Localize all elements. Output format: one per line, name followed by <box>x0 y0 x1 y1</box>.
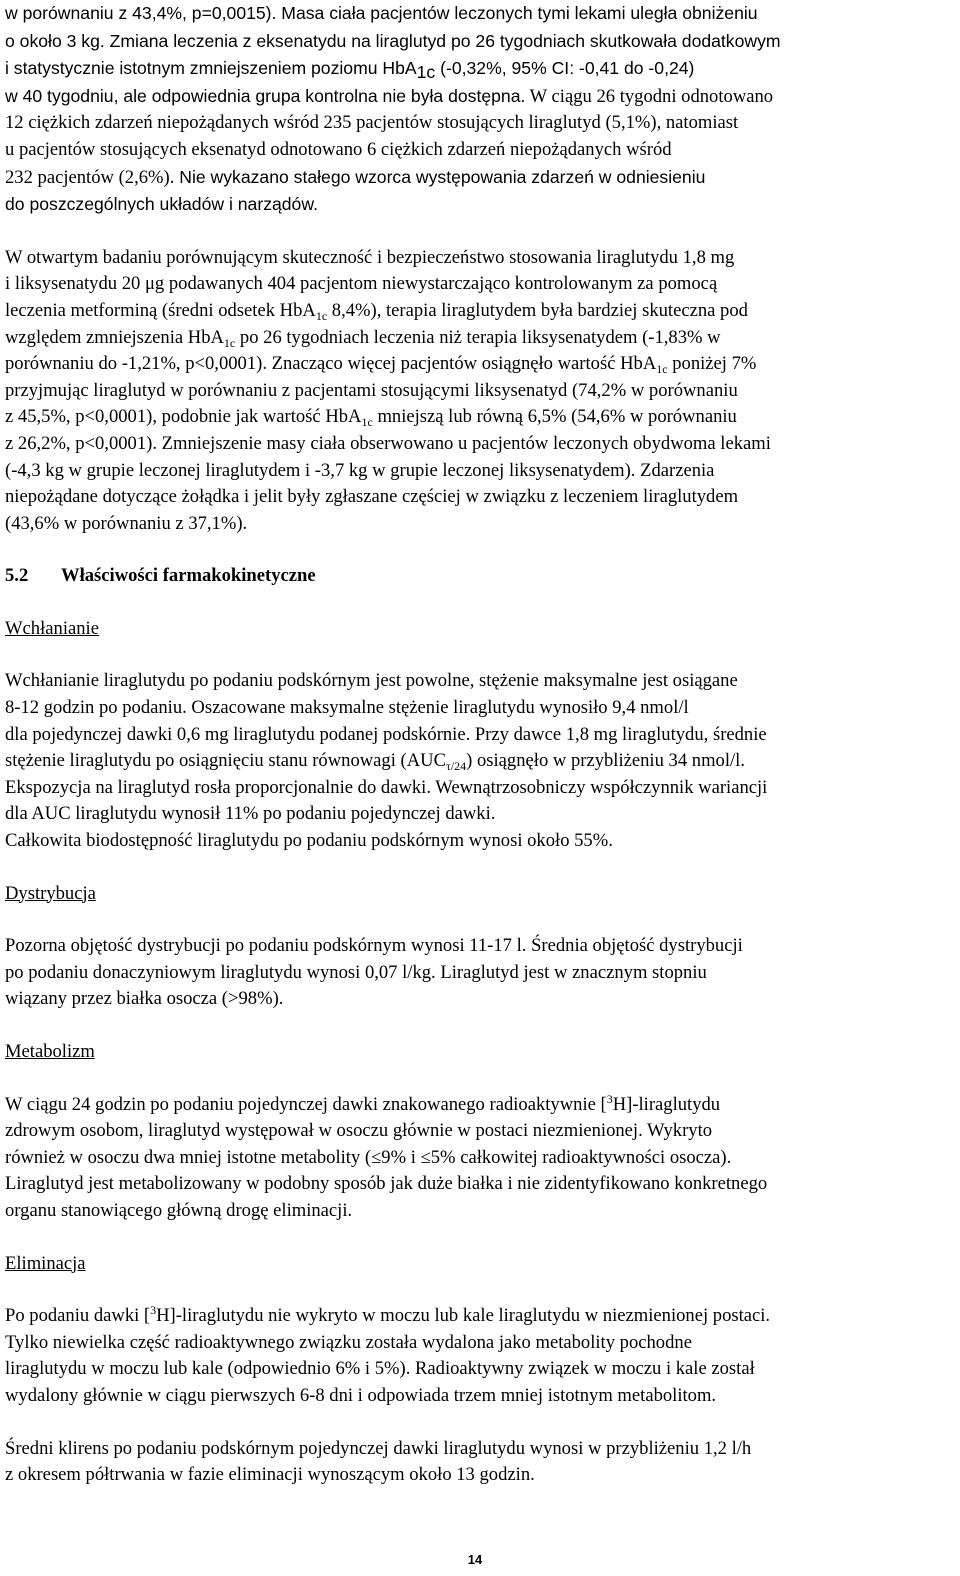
text-line: H]-liraglutydu nie wykryto w moczu lub kale liraglutydu w niezmienionej postaci. <box>156 1305 771 1327</box>
subheading-text: Wchłanianie <box>5 617 99 639</box>
text-line: dla pojedynczej dawki 0,6 mg liraglutydu podanej podskórnie. Przy dawce 1,8 mg liraglutydu, średnie <box>5 723 767 745</box>
text-line: z 45,5%, p<0,0001), podobnie jak wartość HbA <box>5 406 362 428</box>
text-line: Średni klirens po podaniu podskórnym pojedynczej dawki liraglutydu wynosi w przybliżeniu 1,2 l/h <box>5 1437 752 1459</box>
paragraph-elimination <box>5 1303 955 1409</box>
subscript: 1c <box>416 62 436 83</box>
subscript: 1c <box>656 362 668 377</box>
text-line: liraglutydu w moczu lub kale (odpowiednio 6% i 5%). Radioaktywny związek w moczu i kale został <box>5 1358 755 1380</box>
paragraph-clearance <box>5 1436 955 1489</box>
document-page <box>5 0 955 1489</box>
text-line: 8,4%), terapia liraglutydem była bardziej skuteczna pod <box>327 299 748 321</box>
text-line: organu stanowiącego główną drogę eliminacji. <box>5 1199 353 1221</box>
text-line: (-0,32%, 95% CI: -0,41 do -0,24) <box>435 58 695 79</box>
text-line: niepożądane dotyczące żołądka i jelit były zgłaszane częściej w związku z leczeniem liraglutydem <box>5 486 739 508</box>
subheading-text: Metabolizm <box>5 1041 95 1062</box>
subheading-elimination <box>5 1251 955 1278</box>
subheading-distribution <box>5 881 955 908</box>
text-line: (43,6% w porównaniu z 37,1%). <box>5 512 248 534</box>
section-heading <box>5 563 955 590</box>
section-title: Właściwości farmakokinetyczne <box>61 565 316 587</box>
text-line: Całkowita biodostępność liraglutydu po podaniu podskórnym wynosi około 55%. <box>5 830 613 852</box>
text-line: stężenie liraglutydu po osiągnięciu stanu równowagi (AUC <box>5 750 446 772</box>
text-line: z 26,2%, p<0,0001). Zmniejszenie masy ciała obserwowano u pacjentów leczonych obydwoma lekami <box>5 432 771 454</box>
text-line: 12 ciężkich zdarzeń niepożądanych wśród 235 pacjentów stosujących liraglutyd (5,1%), natomiast <box>5 112 739 134</box>
subheading-metabolism <box>5 1039 955 1066</box>
text-line: ) osiągnęło w przybliżeniu 34 nmol/l. <box>466 750 745 772</box>
paragraph-absorption <box>5 668 955 854</box>
text-line: u pacjentów stosujących eksenatyd odnotowano 6 ciężkich zdarzeń niepożądanych wśród <box>5 138 672 160</box>
text-line: W ciągu 24 godzin po podaniu pojedynczej dawki znakowanego radioaktywnie [ <box>5 1093 607 1115</box>
text-line: Wchłanianie liraglutydu po podaniu podskórnym jest powolne, stężenie maksymalne jest osiągane <box>5 670 738 692</box>
subscript: 1c <box>361 415 373 430</box>
paragraph-lixisenatide-study <box>5 245 955 538</box>
text-line: 232 pacjentów (2,6%). <box>5 166 175 188</box>
superscript: 3 <box>606 1091 613 1106</box>
text-line: Liraglutyd jest metabolizowany w podobny sposób jak duże białka i nie zidentyfikowano konkretnego <box>5 1173 768 1195</box>
paragraph-distribution <box>5 933 955 1013</box>
text-line: i statystycznie istotnym zmniejszeniem poziomu HbA <box>5 58 417 79</box>
subscript: 1c <box>315 308 328 323</box>
text-line: po 26 tygodniach leczenia niż terapia liksysenatydem (-1,83% w <box>235 326 721 348</box>
text-line: po podaniu donaczyniowym liraglutydu wynosi 0,07 l/kg. Liraglutyd jest w znacznym stopniu <box>5 961 707 983</box>
text-line: Ekspozycja na liraglutyd rosła proporcjonalnie do dawki. Wewnątrzosobniczy współczynnik wariancji <box>5 776 768 798</box>
text-line: w 40 tygodniu, ale odpowiednia grupa kontrolna nie była dostępna. <box>5 85 526 106</box>
text-line: dla AUC liraglutydu wynosił 11% po podaniu pojedynczej dawki. <box>5 803 496 825</box>
superscript: 3 <box>150 1303 157 1318</box>
text-line: Pozorna objętość dystrybucji po podaniu podskórnym wynosi 11-17 l. Średnia objętość dystrybucji <box>5 935 743 957</box>
subheading-absorption <box>5 616 955 643</box>
section-number: 5.2 <box>5 565 29 587</box>
subscript: 1c <box>223 335 236 350</box>
text-line: wydalony głównie w ciągu pierwszych 6-8 dni i odpowiada trzem mniej istotnym metabolitom. <box>5 1384 717 1406</box>
text-line: leczenia metforminą (średni odsetek HbA <box>5 299 316 321</box>
text-line: Po podaniu dawki [ <box>5 1305 151 1327</box>
text-line: Nie wykazano stałego wzorca występowania zdarzeń w odniesieniu <box>174 166 706 187</box>
subscript: τ/24 <box>445 759 467 774</box>
text-line: poniżej 7% <box>667 353 757 375</box>
text-line: zdrowym osobom, liraglutyd występował w osoczu głównie w postaci niezmienionej. Wykryto <box>5 1120 713 1142</box>
text-line: W otwartym badaniu porównującym skuteczność i bezpieczeństwo stosowania liraglutydu 1,8 mg <box>5 246 735 268</box>
paragraph-metabolism <box>5 1092 955 1225</box>
text-line: wiązany przez białka osocza (>98%). <box>5 988 284 1010</box>
text-line: W ciągu 26 tygodni odnotowano <box>525 85 774 107</box>
text-line: porównaniu do -1,21%, p<0,0001). Znacząco więcej pacjentów osiągnęło wartość HbA <box>5 353 657 375</box>
text-line: z okresem półtrwania w fazie eliminacji wynoszącym około 13 godzin. <box>5 1464 535 1486</box>
subheading-text: Dystrybucja <box>5 882 96 904</box>
text-line: i liksysenatydu 20 μg podawanych 404 pacjentom niewystarczająco kontrolowanym za pomocą <box>5 273 718 295</box>
text-line: przyjmując liraglutyd w porównaniu z pacjentami stosującymi liksysenatyd (74,2% w porównaniu <box>5 379 738 401</box>
text-line: również w osoczu dwa mniej istotne metabolity (≤9% i ≤5% całkowitej radioaktywności osocza). <box>5 1146 732 1168</box>
text-line: względem zmniejszenia HbA <box>5 326 224 348</box>
text-line: o około 3 kg. Zmiana leczenia z eksenatydu na liraglutyd po 26 tygodniach skutkowała dodatkowym <box>5 30 781 51</box>
page-number: 14 <box>467 1552 483 1567</box>
text-line: (-4,3 kg w grupie leczonej liraglutydem i -3,7 kg w grupie leczonej liksysenatydem). Zdarzenia <box>5 459 715 481</box>
text-line: 8-12 godzin po podaniu. Oszacowane maksymalne stężenie liraglutydu wynosiło 9,4 nmol/l <box>5 697 689 719</box>
paragraph-exenatide-comparison <box>5 0 955 219</box>
text-line: Tylko niewielka część radioaktywnego związku została wydalona jako metabolity pochodne <box>5 1331 692 1353</box>
text-line: do poszczególnych układów i narządów. <box>5 194 318 215</box>
text-line: w porównaniu z 43,4%, p=0,0015). Masa ciała pacjentów leczonych tymi lekami uległa obniżeniu <box>5 3 758 23</box>
text-line: mniejszą lub równą 6,5% (54,6% w porównaniu <box>372 406 737 428</box>
text-line: H]-liraglutydu <box>612 1093 721 1115</box>
subheading-text: Eliminacja <box>5 1252 86 1274</box>
